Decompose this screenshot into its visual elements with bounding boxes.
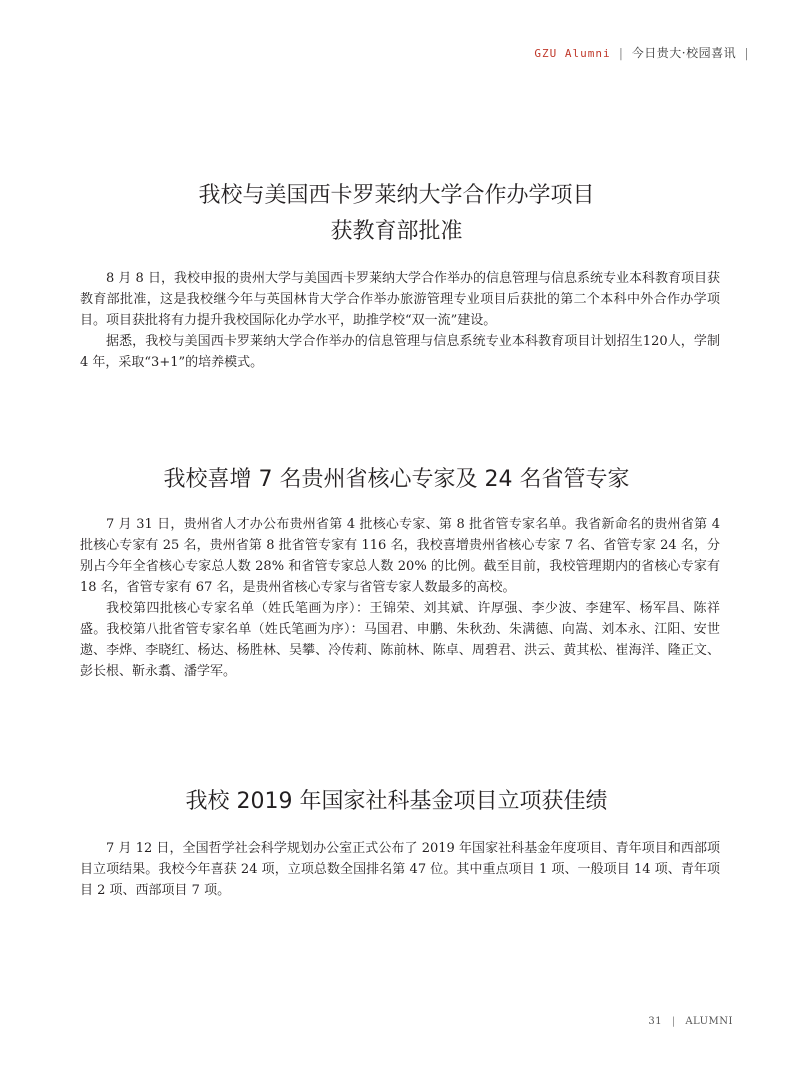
page-footer — [648, 1016, 733, 1027]
article-3-body — [80, 838, 720, 901]
article-2-paragraph: 我校第四批核心专家名单（姓氏笔画为序）：王锦荣、刘其斌、许厚强、李少波、李建军、杨军昌、陈祥盛。我校第八批省管专家名单（姓氏笔画为序）：马国君、申鹏、朱秋劲、朱满德、向嵩、刘本永、江阳、安世遨、李烨、李晓红、杨达、杨胜林、吴攀、冷传莉、陈前林、陈卓、周碧君、洪云、黄其松、崔海洋、隆正文、彭长根、靳永翥、潘学军。 — [80, 601, 720, 679]
footer-separator: | — [671, 1016, 676, 1027]
article-1-title-line-2: 获教育部批准 — [330, 219, 463, 244]
article-1-title — [0, 178, 793, 250]
article-2-title: 我校喜增 7 名贵州省核心专家及 24 名省管专家 — [163, 467, 630, 492]
article-3-title: 我校 2019 年国家社科基金项目立项获佳绩 — [185, 789, 608, 814]
header-brand: GZU Alumni — [534, 47, 611, 60]
article-1-body — [80, 268, 720, 373]
article-2-paragraph: 7 月 31 日，贵州省人才办公布贵州省第 4 批核心专家、第 8 批省管专家名单。我省新命名的贵州省第 4 批核心专家有 25 名，贵州省第 8 批省管专家有 116 名，我校喜增贵州省核心专家 7 名、省管专家 24 名，分别占今年全省核心专家总人数 28% 和省管专家总人数 20% 的比例。截至目前，我校管理期内的省核心专家有 18 名，省管专家有 67 名，是贵州省核心专家与省管专家人数最多的高校。 — [80, 517, 720, 595]
header-separator-left: | — [618, 46, 624, 60]
article-3-paragraph: 7 月 12 日，全国哲学社会科学规划办公室正式公布了 2019 年国家社科基金年度项目、青年项目和西部项目立项结果。我校今年喜获 24 项，立项总数全国排名第 47 位。其中重点项目 1 项、一般项目 14 项、青年项目 2 项、西部项目 7 项。 — [80, 841, 720, 898]
article-2-body — [80, 514, 720, 682]
article-1-paragraph: 8 月 8 日，我校申报的贵州大学与美国西卡罗莱纳大学合作举办的信息管理与信息系统专业本科教育项目获教育部批准，这是我校继今年与英国林肯大学合作举办旅游管理专业项目后获批的第二个本科中外合作办学项目。项目获批将有力提升我校国际化办学水平，助推学校“双一流”建设。 — [80, 271, 720, 328]
article-1-paragraph: 据悉，我校与美国西卡罗莱纳大学合作举办的信息管理与信息系统专业本科教育项目计划招生120人，学制4 年，采取“3+1”的培养模式。 — [80, 334, 720, 370]
running-header — [534, 44, 753, 61]
header-section: 今日贵大·校园喜讯 — [631, 46, 737, 60]
footer-label: ALUMNI — [685, 1016, 733, 1027]
header-separator-right: | — [744, 46, 749, 60]
article-1-title-line-1: 我校与美国西卡罗莱纳大学合作办学项目 — [198, 183, 595, 208]
page-number: 31 — [648, 1016, 663, 1027]
